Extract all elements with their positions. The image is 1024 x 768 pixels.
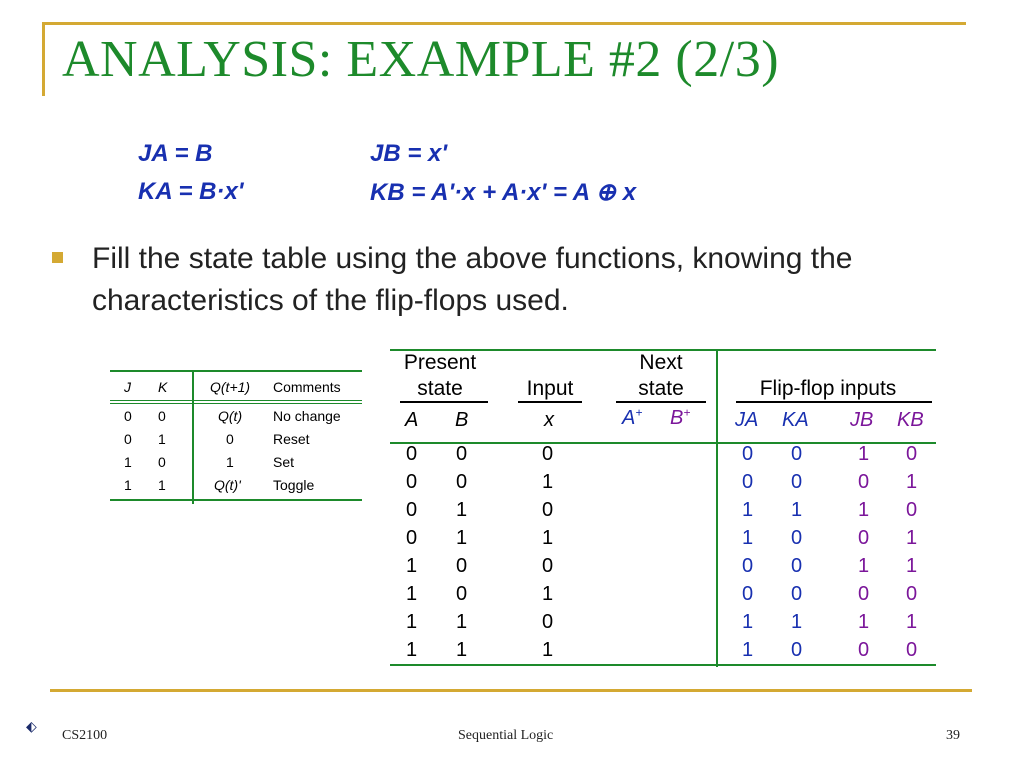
jk-header-next: Q(t+1) xyxy=(210,379,251,395)
header-flipflop-inputs: Flip-flop inputs xyxy=(759,377,897,400)
jk-cell: 0 xyxy=(226,431,234,447)
cell-a: 0 xyxy=(406,499,418,521)
header-present: Present xyxy=(403,351,477,374)
col-b: B xyxy=(455,409,469,431)
jk-header-rule-2 xyxy=(110,403,362,404)
jk-cell: 1 xyxy=(124,477,132,493)
cell-b: 0 xyxy=(456,583,468,605)
jk-cell: 1 xyxy=(226,454,234,470)
cell-ja: 0 xyxy=(742,443,754,465)
state-table-header-rule xyxy=(390,442,936,444)
cell-ja: 0 xyxy=(742,583,754,605)
cell-x: 0 xyxy=(542,499,554,521)
cell-ja: 1 xyxy=(742,527,754,549)
cell-ka: 1 xyxy=(791,499,803,521)
cell-a: 1 xyxy=(406,611,418,633)
cell-ja: 0 xyxy=(742,555,754,577)
cell-a: 0 xyxy=(406,443,418,465)
col-jb: JB xyxy=(850,409,874,431)
cell-kb: 0 xyxy=(906,583,918,605)
state-table-bottom-rule xyxy=(390,664,936,666)
header-next: Next xyxy=(639,351,683,374)
frame-top-rule xyxy=(42,22,966,25)
col-ka: KA xyxy=(782,409,809,431)
header-input: Input xyxy=(526,377,574,400)
cell-kb: 1 xyxy=(906,527,918,549)
cell-jb: 0 xyxy=(858,471,870,493)
slide-title: ANALYSIS: EXAMPLE #2 (2/3) xyxy=(62,31,780,88)
jk-cell: Q(t)' xyxy=(214,477,241,493)
footer-rule xyxy=(50,689,972,692)
jk-divider xyxy=(192,370,194,504)
cell-ka: 0 xyxy=(791,471,803,493)
header-present-state: state xyxy=(417,377,463,400)
cell-jb: 0 xyxy=(858,583,870,605)
cell-jb: 0 xyxy=(858,527,870,549)
input-underline xyxy=(518,401,582,403)
cell-a: 0 xyxy=(406,527,418,549)
cell-b: 0 xyxy=(456,555,468,577)
jk-header-comments: Comments xyxy=(273,379,341,395)
jk-header-rule-1 xyxy=(110,400,362,401)
frame-left-rule xyxy=(42,22,45,96)
col-a-next xyxy=(622,407,642,430)
cell-kb: 0 xyxy=(906,639,918,661)
cell-ka: 0 xyxy=(791,555,803,577)
jk-cell: 0 xyxy=(158,454,166,470)
cell-jb: 1 xyxy=(858,443,870,465)
cell-a: 1 xyxy=(406,639,418,661)
jk-cell: No change xyxy=(273,408,341,424)
cell-x: 1 xyxy=(542,527,554,549)
cell-a: 1 xyxy=(406,555,418,577)
cell-ka: 0 xyxy=(791,639,803,661)
jk-cell: Q(t) xyxy=(218,408,243,424)
cell-b: 1 xyxy=(456,639,468,661)
footer-topic: Sequential Logic xyxy=(458,728,554,743)
jk-cell: 1 xyxy=(124,454,132,470)
cell-x: 0 xyxy=(542,443,554,465)
cell-x: 0 xyxy=(542,555,554,577)
cell-kb: 0 xyxy=(906,443,918,465)
cell-ka: 1 xyxy=(791,611,803,633)
jk-header-k: K xyxy=(158,379,168,395)
cell-b: 0 xyxy=(456,471,468,493)
cell-x: 1 xyxy=(542,471,554,493)
jk-cell: Set xyxy=(273,454,295,470)
footer-page-number: 39 xyxy=(946,728,960,743)
cell-jb: 1 xyxy=(858,499,870,521)
col-kb: KB xyxy=(897,409,924,431)
cell-kb: 1 xyxy=(906,555,918,577)
state-table xyxy=(390,349,936,667)
col-b-next xyxy=(670,407,690,430)
next-underline xyxy=(616,401,706,403)
bullet-text: Fill the state table using the above functions, knowing the characteristics of the flip-flops used. xyxy=(92,242,853,317)
cell-x: 1 xyxy=(542,583,554,605)
col-b-next-label: B xyxy=(670,407,684,429)
col-a-next-label: A xyxy=(622,407,636,429)
cell-a: 1 xyxy=(406,583,418,605)
cell-x: 1 xyxy=(542,639,554,661)
jk-characteristic-table xyxy=(110,370,362,504)
jk-cell: 0 xyxy=(124,408,132,424)
header-next-state: state xyxy=(638,377,684,400)
jk-cell: Reset xyxy=(273,431,310,447)
cell-kb: 0 xyxy=(906,499,918,521)
col-ja: JA xyxy=(735,409,759,431)
cell-ka: 0 xyxy=(791,527,803,549)
jk-header-j: J xyxy=(124,379,131,395)
col-a-next-sup: + xyxy=(635,405,643,420)
cell-jb: 1 xyxy=(858,611,870,633)
cell-kb: 1 xyxy=(906,611,918,633)
ff-underline xyxy=(736,401,932,403)
cell-jb: 0 xyxy=(858,639,870,661)
jk-top-rule xyxy=(110,370,362,372)
cell-b: 0 xyxy=(456,443,468,465)
cell-b: 1 xyxy=(456,611,468,633)
cell-ja: 1 xyxy=(742,499,754,521)
col-a: A xyxy=(405,409,419,431)
jk-cell: 0 xyxy=(158,408,166,424)
cell-x: 0 xyxy=(542,611,554,633)
col-b-next-sup: + xyxy=(683,405,691,420)
cell-ja: 1 xyxy=(742,611,754,633)
equation-kb: KB = A'·x + A·x' = A ⊕ x xyxy=(370,179,637,206)
equation-ka: KA = B·x' xyxy=(138,178,244,205)
jk-cell: 1 xyxy=(158,431,166,447)
cell-ja: 0 xyxy=(742,471,754,493)
cell-ka: 0 xyxy=(791,583,803,605)
jk-bottom-rule xyxy=(110,499,362,501)
cell-ja: 1 xyxy=(742,639,754,661)
jk-cell: Toggle xyxy=(273,477,315,493)
present-underline xyxy=(400,401,488,403)
jk-cell: 1 xyxy=(158,477,166,493)
col-x: x xyxy=(544,409,554,431)
jk-cell: 0 xyxy=(124,431,132,447)
state-table-divider xyxy=(716,349,718,667)
cell-kb: 1 xyxy=(906,471,918,493)
equation-jb: JB = x' xyxy=(370,140,448,167)
cell-ka: 0 xyxy=(791,443,803,465)
equation-ja: JA = B xyxy=(138,140,213,167)
footer-course: CS2100 xyxy=(62,728,108,743)
bullet-square-icon xyxy=(52,252,63,263)
cell-b: 1 xyxy=(456,499,468,521)
cell-a: 0 xyxy=(406,471,418,493)
cell-b: 1 xyxy=(456,527,468,549)
cell-jb: 1 xyxy=(858,555,870,577)
diamond-icon: ⬖ xyxy=(26,718,37,734)
